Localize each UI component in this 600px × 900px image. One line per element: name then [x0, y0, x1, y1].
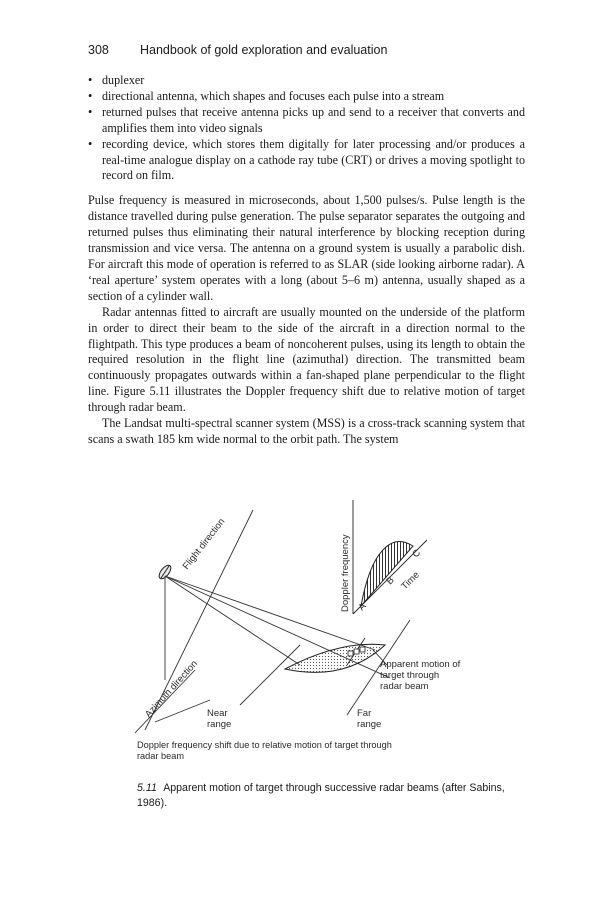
apparent-motion-label-line1: Apparent motion of	[380, 659, 461, 670]
figure-number: 5.11	[137, 782, 157, 794]
time-label: Time	[399, 569, 422, 593]
figure-5-11	[135, 490, 480, 773]
component-list	[88, 73, 525, 184]
radar-beam-footprint	[285, 644, 385, 672]
running-head	[88, 43, 387, 57]
apparent-motion-label-line3: radar beam	[380, 681, 429, 692]
ground-line-b	[240, 645, 300, 705]
figure-caption	[137, 781, 527, 811]
point-a-label: A	[356, 600, 369, 614]
far-range-label-line1: Far	[357, 708, 372, 719]
point-c-label: C	[410, 547, 423, 561]
near-range-label-line1: Near	[207, 708, 228, 719]
paragraph-pulse-frequency: Pulse frequency is measured in microseconds, about 1,500 pulses/s. Pulse length is the distance travelled during pulse generation. The pulse separator separates the outgoing and returned pulses thus eliminating their natural interference by blocking reception during transmission and vice versa. The antenna on a ground system is usually a parabolic dish. For aircraft this mode of operation is referred to as SLAR (side looking airborne radar). A ‘real aperture’ system operates with a long (about 5–6 m) antenna, usually shaped as a section of a cylinder wall.	[88, 193, 525, 303]
doppler-frequency-label: Doppler frequency	[340, 534, 351, 612]
flight-direction-label: Flight direction	[180, 516, 228, 572]
list-item: • duplexer	[88, 73, 525, 89]
inner-caption-line2: radar beam	[137, 751, 184, 761]
inner-caption-line1: Doppler frequency shift due to relative motion of target through	[137, 740, 392, 750]
far-range-label-line2: range	[357, 719, 382, 730]
page-number: 308	[88, 43, 109, 57]
azimuth-direction-label: Azimuth direction	[143, 658, 200, 721]
point-b-label: B	[384, 574, 397, 588]
radar-beam-diagram	[135, 490, 480, 773]
list-item: • recording device, which stores them digitally for later processing and/or produces a real-time analogue display on a cathode ray tube (CRT) or drives a moving spotlight to record on film.	[88, 137, 525, 185]
paragraph-radar-antennas: Radar antennas fitted to aircraft are usually mounted on the underside of the platform in order to direct their beam to the side of the aircraft in a direction normal to the flightpath. This type produces a beam of noncoherent pulses, using its length to obtain the required resolution in the flight line (azimuthal) direction. The transmitted beam continuously propagates outwards within a fan-shaped plane perpendicular to the flight line. Figure 5.11 illustrates the Doppler frequency shift due to relative motion of target through radar beam.	[88, 304, 525, 415]
doppler-curve-area	[361, 541, 413, 606]
apparent-motion-label-line2: target through	[380, 670, 440, 681]
caption-text: Apparent motion of target through successive radar beams (after Sabins, 1986).	[137, 782, 505, 809]
body-text	[88, 73, 525, 448]
list-item: • directional antenna, which shapes and focuses each pulse into a stream	[88, 89, 525, 105]
list-item: • returned pulses that receive antenna picks up and send to a receiver that converts and amplifies them into video signals	[88, 105, 525, 137]
near-range-label-line2: range	[207, 719, 232, 730]
near-beam-edge	[165, 576, 300, 665]
book-title: Handbook of gold exploration and evaluation	[140, 43, 388, 57]
paragraph-landsat-mss: The Landsat multi-spectral scanner system (MSS) is a cross-track scanning system that scans a swath 185 km wide normal to the orbit path. The system	[88, 416, 525, 446]
